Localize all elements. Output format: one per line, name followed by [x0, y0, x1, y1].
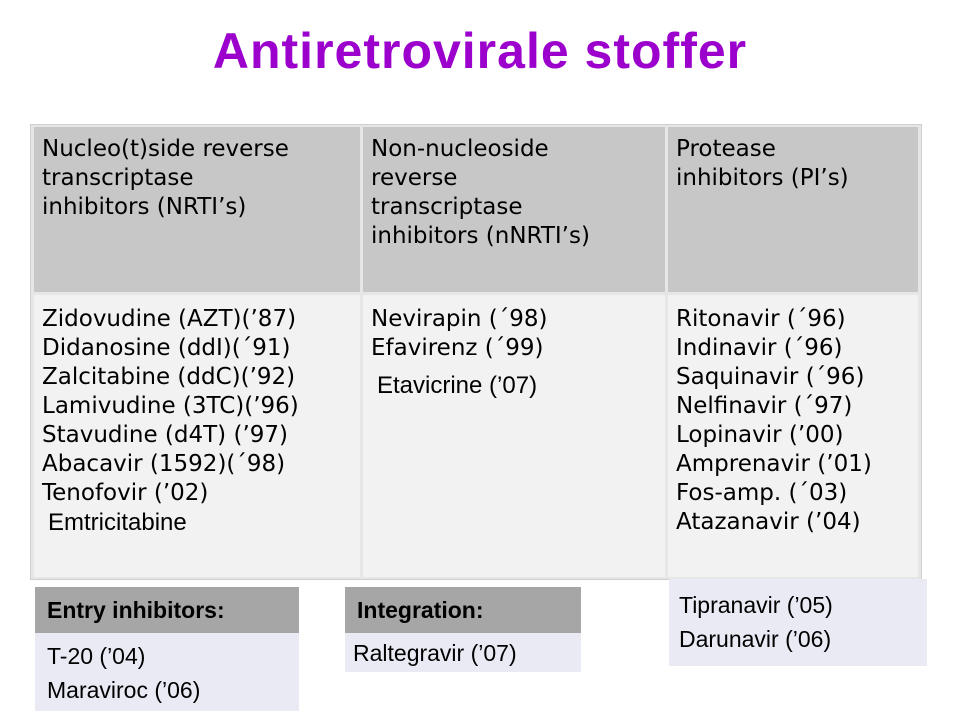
- header-line: Protease: [676, 136, 776, 162]
- list-item: Fos-amp. (´03): [676, 480, 848, 506]
- header-line: Nucleo(t)side reverse: [42, 136, 289, 162]
- list-item: Zalcitabine (ddC)(’92): [42, 364, 296, 390]
- list-item: Indinavir (´96): [676, 335, 843, 361]
- pi-later-box: [669, 579, 927, 666]
- list-item: Lopinavir (’00): [676, 422, 844, 448]
- list-item: Efavirenz (´99): [371, 335, 544, 361]
- list-item: Tipranavir (’05): [679, 592, 833, 618]
- list-item: Raltegravir (’07): [353, 640, 517, 666]
- integration-list: [345, 633, 581, 672]
- integration-box: [345, 587, 581, 672]
- header-line: Non-nucleoside: [371, 136, 549, 162]
- list-item: Lamivudine (3TC)(’96): [42, 393, 299, 419]
- list-item: Atazanavir (’04): [676, 509, 861, 535]
- list-item: Amprenavir (’01): [676, 451, 872, 477]
- drug-class-table: [30, 124, 922, 580]
- entry-inhibitors-list: [35, 633, 299, 711]
- list-item: Abacavir (1592)(´98): [42, 451, 286, 477]
- list-item: T-20 (’04): [47, 643, 146, 669]
- list-item: Darunavir (’06): [679, 626, 832, 652]
- entry-inhibitors-heading: Entry inhibitors:: [35, 587, 299, 633]
- list-item: Nevirapin (´98): [371, 306, 548, 332]
- list-item: Tenofovir (’02): [42, 480, 209, 506]
- list-item-added: Emtricitabine: [48, 509, 187, 536]
- list-item-added: Etavicrine (’07): [377, 372, 538, 399]
- pi-list: [668, 295, 918, 577]
- list-item: Didanosine (ddI)(´91): [42, 335, 291, 361]
- list-item: Nelfinavir (´97): [676, 393, 853, 419]
- list-item: Stavudine (d4T) (’97): [42, 422, 288, 448]
- header-nrti: [34, 127, 360, 292]
- nnrti-list: [363, 295, 665, 577]
- header-line: transcriptase: [42, 165, 194, 191]
- list-item: Saquinavir (´96): [676, 364, 865, 390]
- header-line: transcriptase: [371, 194, 523, 220]
- header-line: inhibitors (PI’s): [676, 165, 849, 191]
- header-nnrti: [363, 127, 665, 292]
- page-title: Antiretrovirale stoffer: [212, 23, 748, 79]
- list-item: Zidovudine (AZT)(’87): [42, 306, 297, 332]
- entry-inhibitors-box: [35, 587, 299, 711]
- list-item: Maraviroc (’06): [47, 677, 201, 703]
- nrti-list: [34, 295, 360, 577]
- header-line: inhibitors (NRTI’s): [42, 194, 247, 220]
- header-pi: [668, 127, 918, 292]
- header-line: reverse: [371, 165, 458, 191]
- header-line: inhibitors (nNRTI’s): [371, 223, 590, 249]
- integration-heading: Integration:: [345, 587, 581, 633]
- list-item: Ritonavir (´96): [676, 306, 846, 332]
